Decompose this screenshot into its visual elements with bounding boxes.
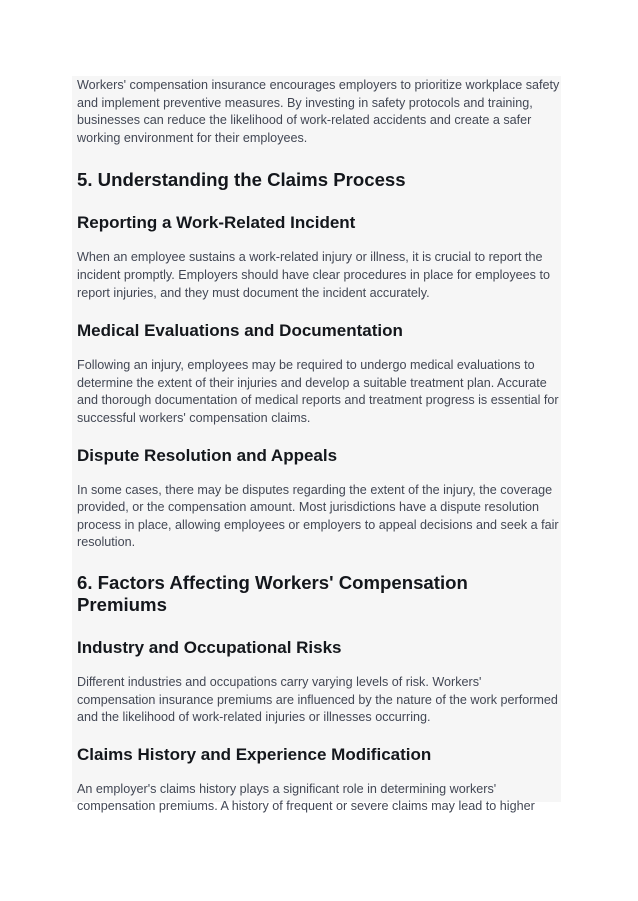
subsection-body-dispute: In some cases, there may be disputes regarding the extent of the injury, the coverage provided, or the compensation amount. Most jurisdictions have a dispute resolution process in place, allowing employees or employers to appeal decisions and seek a fair resolution. (77, 482, 559, 550)
intro-paragraph: Workers' compensation insurance encourages employers to prioritize workplace safety and implement preventive measures. By investing in safety protocols and training, businesses can reduce the likelihood of work-related accidents and create a safer working environment for their employees. (77, 78, 560, 145)
section-5-title: 5. Understanding the Claims Process (77, 169, 406, 191)
subsection-heading-claims-history: Claims History and Experience Modification (77, 744, 432, 764)
subsection-body-claims-history: An employer's claims history plays a significant role in determining workers' compensation premiums. A history of frequent or severe claims may lead to higher (77, 781, 535, 814)
subsection-body-reporting: When an employee sustains a work-related injury or illness, it is crucial to report the incident promptly. Employers should have clear procedures in place for employees to report injuries, and they must document the incident accurately. (77, 250, 550, 300)
subsection-heading-industry: Industry and Occupational Risks (77, 637, 342, 657)
subsection-heading-reporting: Reporting a Work-Related Incident (77, 213, 356, 233)
subsection-body-medical: Following an injury, employees may be required to undergo medical evaluations to determine the extent of their injuries and develop a suitable treatment plan. Accurate and thorough documentation of medical reports and treatment progress is essential for successful workers' compensation claims. (77, 358, 559, 425)
subsection-heading-dispute: Dispute Resolution and Appeals (77, 445, 338, 465)
subsection-heading-medical: Medical Evaluations and Documentation (77, 321, 403, 341)
document-content (72, 76, 561, 814)
subsection-body-industry: Different industries and occupations carry varying levels of risk. Workers' compensation insurance premiums are influenced by the nature of the work performed and the likelihood of work-related injuries or illnesses occurring. (77, 674, 558, 725)
section-6-title: 6. Factors Affecting Workers' Compensation Premiums (77, 571, 468, 615)
